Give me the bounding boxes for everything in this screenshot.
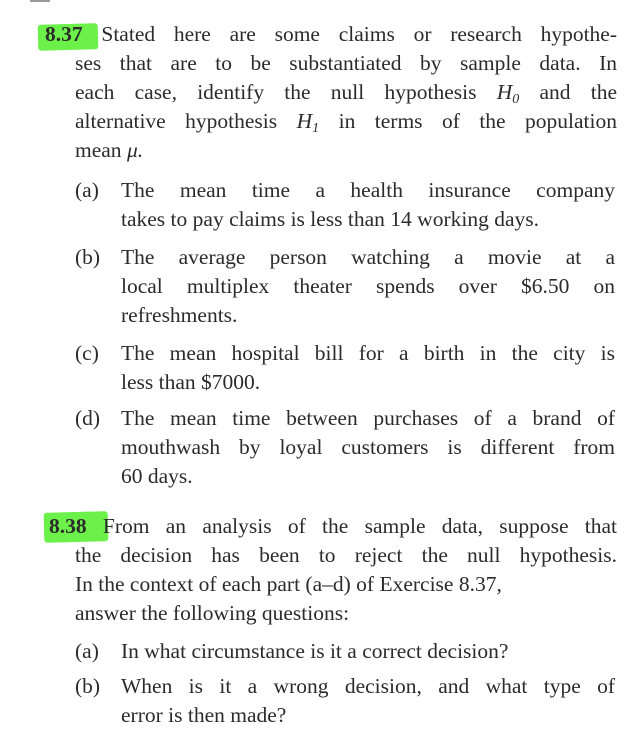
problem-8-38-line-4: answer the following questions: xyxy=(75,601,350,625)
problem-8-37-line-5: mean μ. xyxy=(75,138,144,162)
part-b-line-2: local multiplex theater spends over $6.50 on xyxy=(121,274,615,298)
problem-8-37-line-4: alternative hypothesis $H_1$ in terms of the population xyxy=(75,109,618,136)
part-label: (a) xyxy=(75,639,99,663)
problem-number-8-37: 8.37 xyxy=(45,22,83,46)
problem-8-37-part-d xyxy=(75,404,615,494)
part-a-line-2: takes to pay claims is less than 14 working days. xyxy=(121,207,539,231)
part-c-line-2: less than $7000. xyxy=(121,370,261,394)
problem-8-37-line-2: ses that are to be substantiated by sample data. In xyxy=(75,51,617,75)
part-b-line-3: refreshments. xyxy=(121,303,238,327)
part-b-line-1: When is it a wrong decision, and what type of xyxy=(121,674,615,698)
part-label: (b) xyxy=(75,674,101,698)
problem-number-8-38: 8.38 xyxy=(49,514,87,538)
part-a-line-1: The mean time a health insurance company xyxy=(121,178,615,202)
part-b-line-2: error is then made? xyxy=(121,703,287,727)
part-c-line-1: The mean hospital bill for a birth in the city is xyxy=(121,341,615,365)
problem-8-37-line-3: each case, identify the null hypothesis $H_0$ and the xyxy=(75,80,618,107)
part-label: (b) xyxy=(75,245,101,269)
part-d-line-3: 60 days. xyxy=(121,464,193,488)
problem-8-37-part-c xyxy=(75,339,615,399)
problem-8-37-part-b xyxy=(75,243,615,333)
part-label: (d) xyxy=(75,406,101,430)
part-b-line-1: The average person watching a movie at a xyxy=(121,245,615,269)
problem-8-37-line-1: 8.37 Stated here are some claims or research hypothe- xyxy=(45,22,617,46)
part-a-line-1: In what circumstance is it a correct decision? xyxy=(121,639,509,663)
part-d-line-2: mouthwash by loyal customers is different from xyxy=(121,435,615,459)
problem-8-38-part-b xyxy=(75,672,615,732)
part-label: (a) xyxy=(75,178,99,202)
part-d-line-1: The mean time between purchases of a brand of xyxy=(121,406,615,430)
problem-8-38-part-a xyxy=(75,637,615,667)
problem-8-38-line-1: 8.38 From an analysis of the sample data, suppose that xyxy=(49,514,617,538)
problem-8-38-line-2: the decision has been to reject the null hypothesis. xyxy=(75,543,617,567)
part-label: (c) xyxy=(75,341,99,365)
problem-8-38-line-3: In the context of each part (a–d) of Exercise 8.37, xyxy=(75,572,502,596)
top-rule xyxy=(30,0,50,2)
problem-8-37-part-a xyxy=(75,176,615,236)
